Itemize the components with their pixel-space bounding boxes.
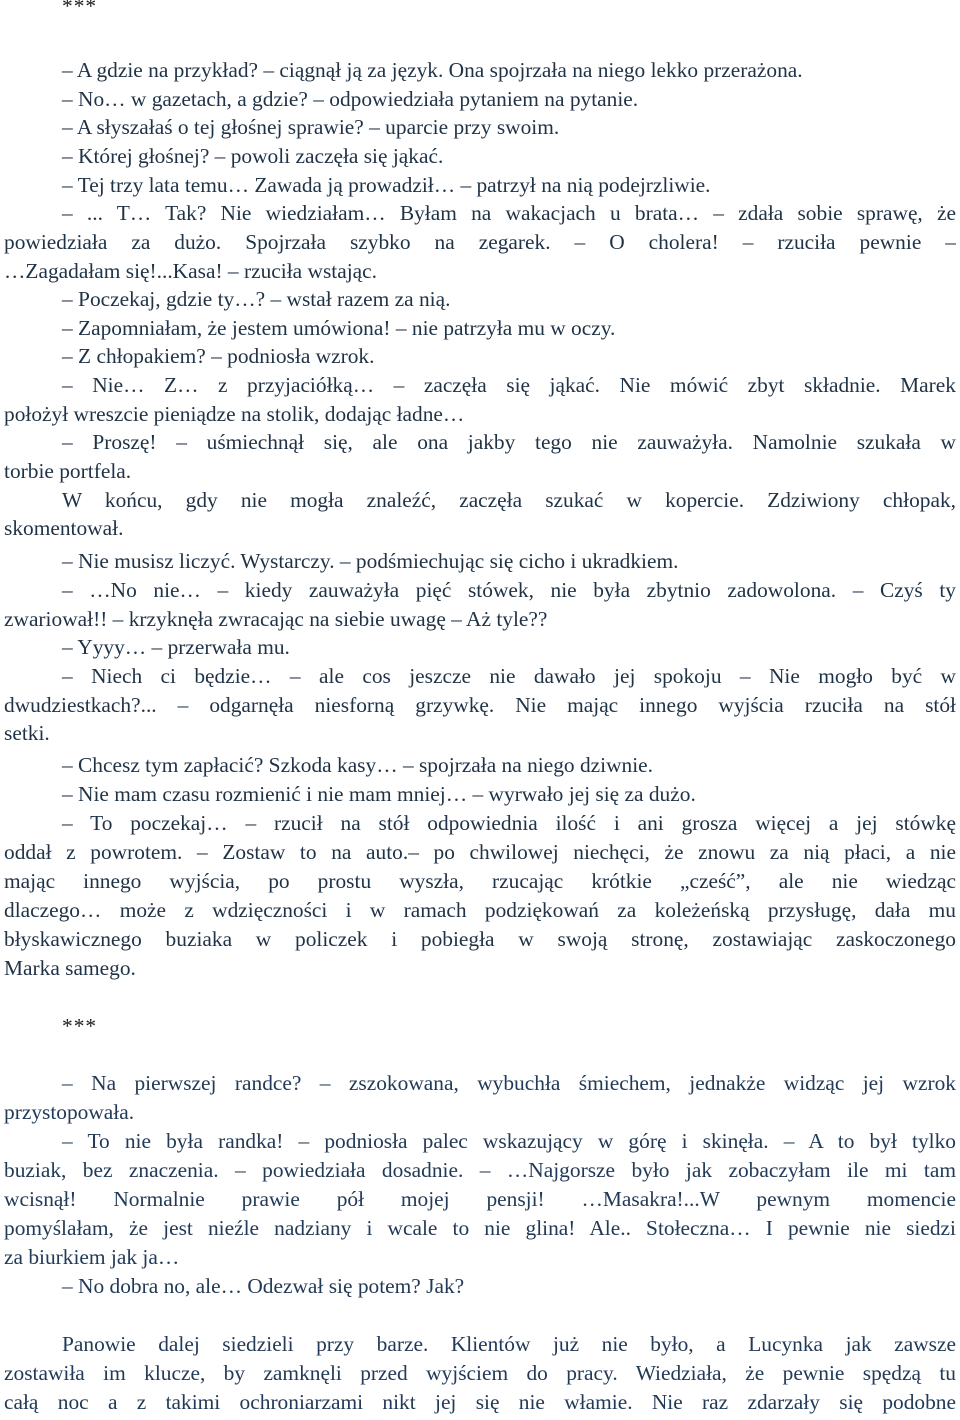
text-line: – Tej trzy lata temu… Zawada ją prowadził… – patrzył na nią podejrzliwie. [62,173,711,197]
text-line: – Której głośnej? – powoli zaczęła się jąkać. [62,144,444,168]
text-line: – To nie była randka! – podniosła palec wskazujący w górę i skinęła. – A to był tylko [62,1129,956,1153]
text-line: oddał z powrotem. – Zostaw to na auto.– po chwilowej niechęci, że znowu za nią płaci, a nie [4,840,956,864]
text-line: powiedziała za dużo. Spojrzała szybko na zegarek. – O cholera! – rzuciła pewnie – [4,230,956,254]
text-line: całą noc a z takimi ochroniarzami nikt jej się nie włamie. Nie raz zdarzały się podobne [4,1390,956,1414]
text-line: zostawiła im klucze, by zamknęli przed wyjściem do pracy. Wiedziała, że pewnie spędzą tu [4,1361,956,1385]
scene-separator: *** [62,0,98,18]
text-line: błyskawicznego buziaka w policzek i pobiegła w swoją stronę, zostawiając zaskoczonego [4,927,956,951]
text-line: pomyślałam, że jest nieźle nadziany i wcale to nie glina! Ale.. Stołeczna… I pewnie nie siedzi [4,1216,956,1240]
text-line: – To poczekaj… – rzucił na stół odpowiednia ilość i ani grosza więcej a jej stówkę [62,811,956,835]
text-line: – Na pierwszej randce? – zszokowana, wybuchła śmiechem, jednakże widząc jej wzrok [62,1071,956,1095]
text-line: za biurkiem jak ja… [4,1245,180,1269]
text-line: – ... T… Tak? Nie wiedziałam… Byłam na wakacjach u brata… – zdała sobie sprawę, że [62,201,956,225]
text-line: buziak, bez znaczenia. – powiedziała dosadnie. – …Najgorsze było jak zobaczyłam ile mi tam [4,1158,956,1182]
text-line: – Nie… Z… z przyjaciółką… – zaczęła się jąkać. Nie mówić zbyt składnie. Marek [62,373,956,397]
text-line: – Z chłopakiem? – podniosła wzrok. [62,344,375,368]
text-line: skomentował. [4,516,124,540]
text-line: – Proszę! – uśmiechnął się, ale ona jakby tego nie zauważyła. Namolnie szukała w [62,430,956,454]
text-line: – Nie mam czasu rozmienić i nie mam mniej… – wyrwało jej się za dużo. [62,782,696,806]
scene-separator: *** [62,1014,98,1038]
text-line: – Zapomniałam, że jestem umówiona! – nie patrzyła mu w oczy. [62,316,616,340]
text-line: położył wreszcie pieniądze na stolik, dodając ładne… [4,402,465,426]
text-line: – No dobra no, ale… Odezwał się potem? Jak? [62,1274,465,1298]
text-line: – Poczekaj, gdzie ty…? – wstał razem za nią. [62,287,451,311]
text-line: – Nie musisz liczyć. Wystarczy. – podśmiechując się cicho i ukradkiem. [62,549,679,573]
text-line: …Zagadałam się!...Kasa! – rzuciła wstając. [4,259,377,283]
text-line: dlaczego… może z wdzięczności i w ramach podziękowań za koleżeńską przysługę, dała mu [4,898,956,922]
text-line: – …No nie… – kiedy zauważyła pięć stówek, nie była zbytnio zadowolona. – Czyś ty [62,578,956,602]
text-line: zwariował!! – krzyknęła zwracając na siebie uwagę – Aż tyle?? [4,607,548,631]
text-line: – No… w gazetach, a gdzie? – odpowiedziała pytaniem na pytanie. [62,87,639,111]
text-line: – Chcesz tym zapłacić? Szkoda kasy… – spojrzała na niego dziwnie. [62,753,654,777]
text-line: Marka samego. [4,956,136,980]
text-line: – A gdzie na przykład? – ciągnął ją za język. Ona spojrzała na niego lekko przerażona. [62,58,803,82]
text-line: – Yyyy… – przerwała mu. [62,635,290,659]
text-line: setki. [4,721,50,745]
text-line: przystopowała. [4,1100,135,1124]
text-line: dwudziestkach?... – odgarnęła niesforną grzywkę. Nie mając innego wyjścia rzuciła na stół [4,693,956,717]
text-line: torbie portfela. [4,459,132,483]
text-line: – Niech ci będzie… – ale cos jeszcze nie dawało jej spokoju – Nie mogło być w [62,664,956,688]
text-line: mając innego wyjścia, po prostu wyszła, rzucając krótkie „cześć”, ale nie wiedząc [4,869,956,893]
text-line: wcisnął! Normalnie prawie pół mojej pensji! …Masakra!...W pewnym momencie [4,1187,956,1211]
text-line: W końcu, gdy nie mogła znaleźć, zaczęła szukać w kopercie. Zdziwiony chłopak, [62,488,956,512]
text-line: – A słyszałaś o tej głośnej sprawie? – uparcie przy swoim. [62,115,560,139]
text-line: Panowie dalej siedzieli przy barze. Klientów już nie było, a Lucynka jak zawsze [62,1332,956,1356]
